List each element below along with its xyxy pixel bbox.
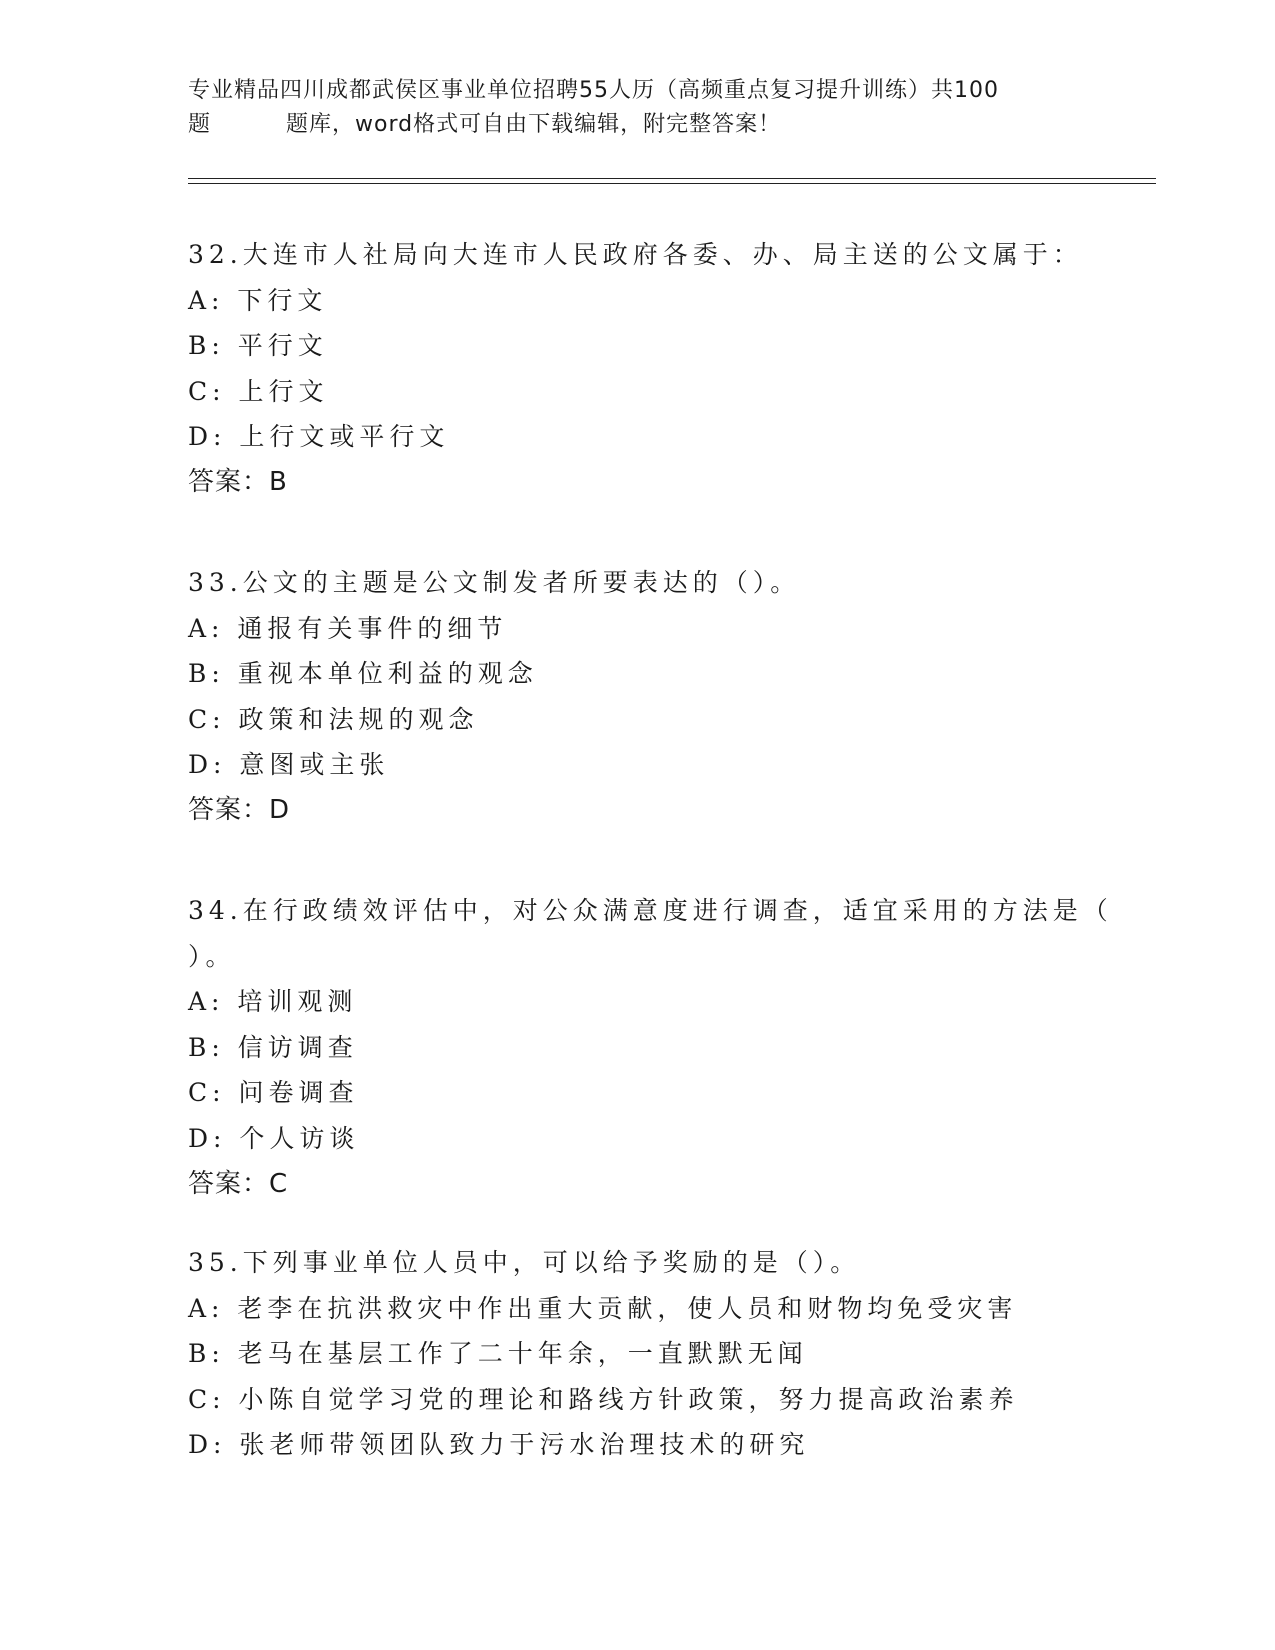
option-c: C: 小陈自觉学习党的理论和路线方针政策，努力提高政治素养 — [188, 1384, 1019, 1414]
header-title-line-2 — [188, 108, 1088, 142]
question-stem: 33.公文的主题是公文制发者所要表达的（）。 — [188, 568, 801, 597]
option-a: A: 培训观测 — [188, 987, 358, 1017]
question-33 — [188, 560, 1088, 834]
question-stem: 35.下列事业单位人员中，可以给予奖励的是（）。 — [188, 1248, 861, 1277]
option-c: C: 政策和法规的观念 — [188, 704, 479, 734]
question-32 — [188, 232, 1088, 506]
question-35 — [188, 1240, 1088, 1468]
header-title-lead: 题 — [188, 112, 212, 137]
option-a: A: 老李在抗洪救灾中作出重大贡献，使人员和财物均免受灾害 — [188, 1293, 1018, 1323]
option-b: B: 平行文 — [188, 331, 328, 361]
option-c: C: 上行文 — [188, 376, 329, 406]
option-d: D: 个人访谈 — [188, 1123, 360, 1153]
option-b: B: 信访调查 — [188, 1032, 358, 1062]
question-34 — [188, 888, 1113, 1207]
header-title-line-1: 专业精品四川成都武侯区事业单位招聘55人历（高频重点复习提升训练）共100 — [188, 78, 999, 103]
header-title-rest: 题库，word格式可自由下载编辑，附完整答案！ — [286, 112, 782, 137]
answer-label: 答案：B — [188, 466, 288, 497]
header-rule-bottom — [188, 183, 1156, 184]
answer-label: 答案：D — [188, 794, 291, 825]
question-stem-line-2: ）。 — [188, 941, 236, 971]
option-a: A: 通报有关事件的细节 — [188, 613, 508, 643]
question-stem-line-1: 34.在行政绩效评估中，对公众满意度进行调查，适宜采用的方法是（ — [188, 896, 1113, 925]
option-b: B: 重视本单位利益的观念 — [188, 659, 538, 689]
header-rule-top — [188, 178, 1156, 179]
option-d: D: 张老师带领团队致力于污水治理技术的研究 — [188, 1430, 810, 1460]
option-d: D: 上行文或平行文 — [188, 422, 450, 452]
option-c: C: 问卷调查 — [188, 1078, 359, 1108]
document-header — [188, 74, 1088, 142]
option-a: A: 下行文 — [188, 285, 328, 315]
question-stem: 32.大连市人社局向大连市人民政府各委、办、局主送的公文属于： — [188, 240, 1083, 269]
option-b: B: 老马在基层工作了二十年余，一直默默无闻 — [188, 1339, 808, 1369]
option-d: D: 意图或主张 — [188, 750, 390, 780]
answer-label: 答案：C — [188, 1168, 289, 1199]
header-double-rule — [188, 178, 1156, 184]
